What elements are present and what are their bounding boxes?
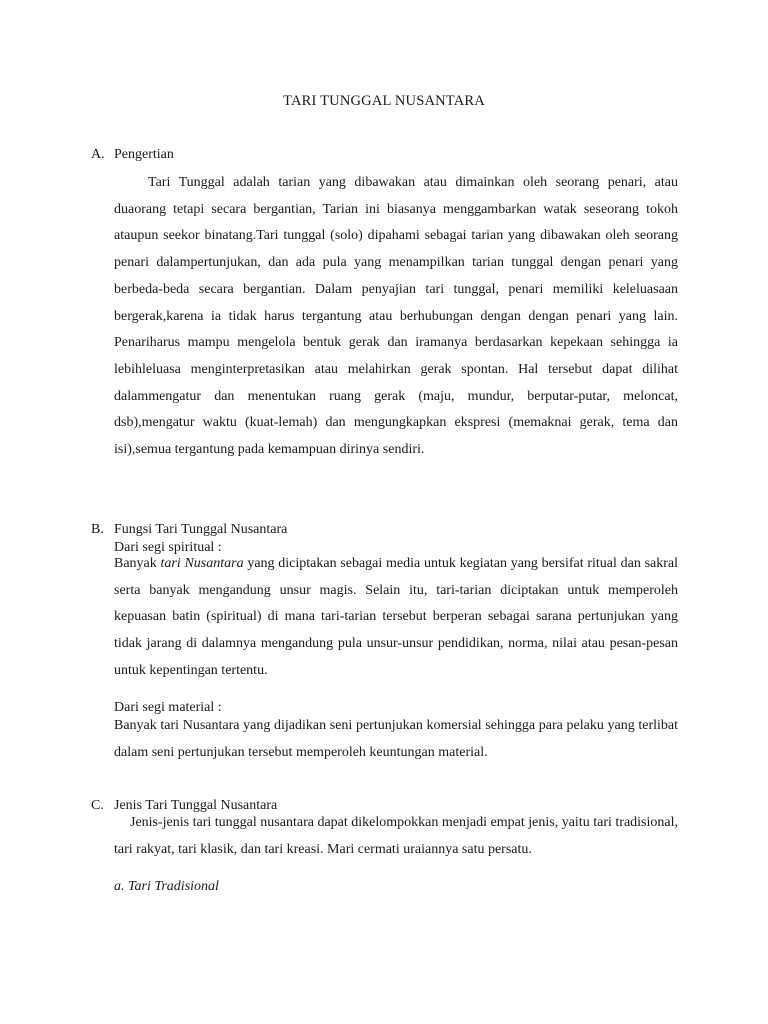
material-label: Dari segi material :: [114, 700, 222, 715]
section-b-letter: B.: [91, 522, 104, 537]
section-b-title: Fungsi Tari Tunggal Nusantara: [114, 522, 288, 537]
section-a-heading: [91, 147, 174, 163]
spiritual-text-italic: tari Nusantara: [160, 556, 244, 571]
section-c-letter: C.: [91, 798, 104, 813]
section-a-letter: A.: [91, 147, 105, 162]
spiritual-paragraph: [114, 551, 678, 685]
section-c-title: Jenis Tari Tunggal Nusantara: [114, 798, 278, 813]
material-paragraph: Banyak tari Nusantara yang dijadikan seni pertunjukan komersial sehingga para pelaku yang terlibat dalam seni pertunjukan tersebut memperoleh keuntungan material.: [114, 718, 678, 760]
section-c-paragraph: Jenis-jenis tari tunggal nusantara dapat dikelompokkan menjadi empat jenis, yaitu tari tradisional, tari rakyat, tari klasik, dan tari kreasi. Mari cermati uraiannya satu persatu.: [114, 815, 678, 857]
document-title: TARI TUNGGAL NUSANTARA: [283, 93, 485, 109]
section-a-title: Pengertian: [114, 147, 174, 162]
spiritual-text-post: yang diciptakan sebagai media untuk kegiatan yang bersifat ritual dan sakral serta banyak mengandung unsur magis. Selain itu, tari-tarian diciptakan untuk memperoleh kepuasan batin (spiritual) di mana tari-tarian tersebut berperan sebagai sarana pertunjukan yang tidak jarang di dalamnya mengandung pula unsur-unsur pendidikan, norma, nilai atau pesan-pesan untuk kepentingan tertentu.: [114, 556, 679, 678]
spiritual-label: Dari segi spiritual :: [114, 540, 222, 555]
section-a-paragraph: Tari Tunggal adalah tarian yang dibawakan atau dimainkan oleh seorang penari, atau duaorang tetapi secara bergantian, Tarian ini biasanya menggambarkan watak seseorang tokoh ataupun seekor binatang.Tari tunggal (solo) dipahami sebagai tarian yang dibawakan oleh seorang penari dalampertunjukan, dan ada pula yang menampilkan tarian tunggal dengan penari yang berbeda-beda secara bergantian. Dalam penyajian tari tunggal, penari memiliki keleluasaan bergerak,karena ia tidak harus tergantung atau berhubungan dengan dengan penari yang lain. Penariharus mampu mengelola bentuk gerak dan iramanya berdasarkan kepekaan sehingga ia lebihleluasa menginterpretasikan atau melahirkan gerak spontan. Hal tersebut dapat dilihat dalammengatur dan menentukan ruang gerak (maju, mundur, berputar-putar, meloncat, dsb),mengatur waktu (kuat-lemah) dan mengungkapkan ekspresi (memaknai gerak, tema dan isi),semua tergantung pada kemampuan dirinya sendiri.: [114, 175, 678, 458]
section-b-heading: [91, 522, 287, 538]
section-c-subheading: a. Tari Tradisional: [114, 879, 219, 894]
spiritual-text-pre: Banyak: [114, 556, 161, 571]
